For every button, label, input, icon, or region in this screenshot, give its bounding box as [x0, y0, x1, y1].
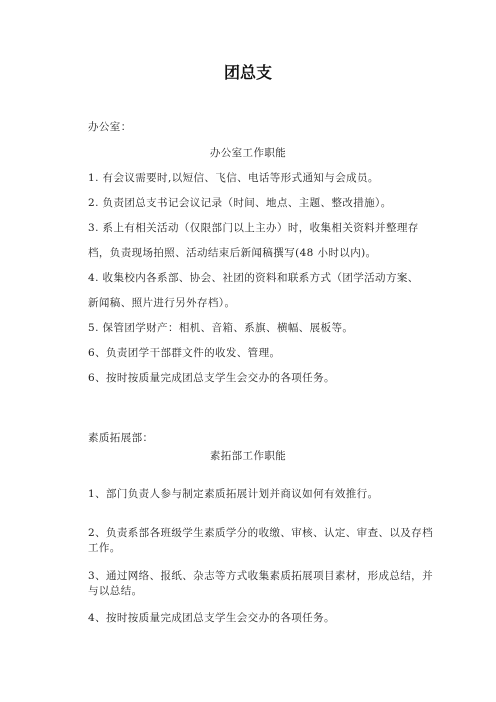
office-item-3-line-2: 档，负责现场拍照、活动结束后新闻稿撰写(48 小时以内)。: [88, 247, 377, 259]
quality-item-3: 3、通过网络、报纸、杂志等方式收集素质拓展项目素材，形成总结，并与以总结。: [88, 570, 433, 597]
quality-item-2: 2、负责系部各班级学生素质学分的收缴、审核、认定、审查、以及存档工作。: [88, 527, 433, 554]
office-item-6: 6、负责团学干部群文件的收发、管理。: [88, 347, 281, 359]
office-subtitle: 办公室工作职能: [209, 147, 287, 159]
quality-subtitle: 素拓部工作职能: [209, 450, 287, 462]
office-item-4-line-1: 4. 收集校内各系部、协会、社团的资料和联系方式（团学活动方案、: [88, 272, 419, 284]
office-item-7: 6、按时按质量完成团总支学生会交办的各项任务。: [88, 372, 335, 384]
quality-heading: 素质拓展部：: [88, 432, 154, 444]
office-item-4-line-2: 新闻稿、照片进行另外存档）。: [88, 297, 236, 309]
office-item-2: 2. 负责团总支书记会议记录（时间、地点、主题、整改措施）。: [88, 197, 392, 209]
office-item-5: 5. 保管团学财产：相机、音箱、系旗、横幅、展板等。: [88, 322, 354, 334]
quality-item-4: 4、按时按质量完成团总支学生会交办的各项任务。: [88, 612, 335, 624]
office-item-1: 1. 有会议需要时,以短信、飞信、电话等形式通知与会成员。: [88, 172, 379, 184]
office-heading: 办公室：: [88, 121, 132, 133]
office-item-3-line-1: 3. 系上有相关活动（仅限部门以上主办）时，收集相关资料并整理存: [88, 222, 419, 234]
quality-item-1: 1、部门负责人参与制定素质拓展计划并商议如何有效推行。: [88, 488, 379, 500]
page-title: 团总支: [223, 63, 272, 82]
